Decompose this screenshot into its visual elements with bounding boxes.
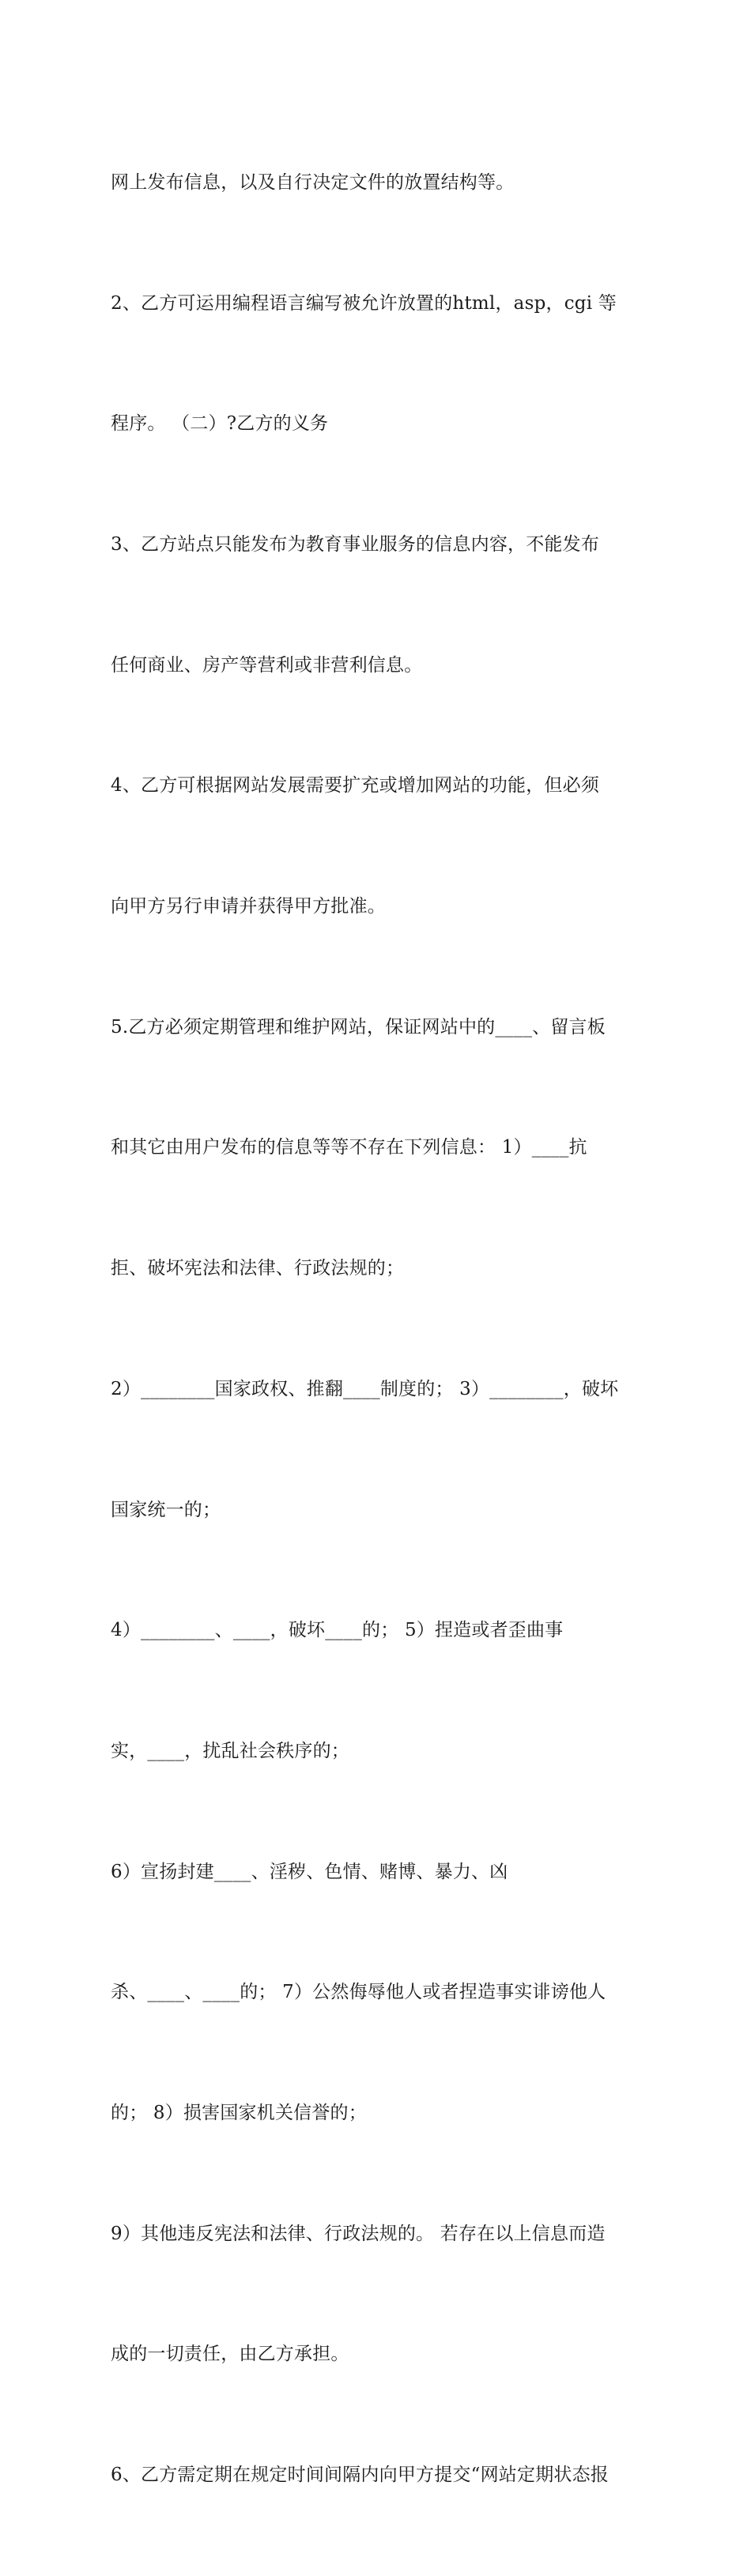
text-line-2: 2、乙方可运用编程语言编写被允许放置的html，asp，cgi 等 [111, 292, 617, 314]
text-line-3: 程序。 （二）?乙方的义务 [111, 413, 329, 435]
text-line-16: 杀、____、____的； 7）公然侮辱他人或者捏造事实诽谤他人 [111, 1982, 606, 2003]
text-line-7: 向甲方另行申请并获得甲方批准。 [111, 896, 386, 917]
text-line-8: 5.乙方必须定期管理和维护网站，保证网站中的____、留言板 [111, 1016, 606, 1038]
text-line-11: 2）________国家政权、推翻____制度的； 3）________，破坏 [111, 1378, 619, 1399]
text-line-15: 6）宣扬封建____、淫秽、色情、赌博、暴力、凶 [111, 1861, 508, 1882]
text-line-18: 9）其他违反宪法和法律、行政法规的。 若存在以上信息而造 [111, 2223, 606, 2244]
text-line-9: 和其它由用户发布的信息等等不存在下列信息： 1）____抗 [111, 1137, 587, 1158]
text-line-12: 国家统一的； [111, 1499, 221, 1520]
text-line-17: 的； 8）损害国家机关信誉的； [111, 2103, 367, 2124]
text-line-20: 6、乙方需定期在规定时间间隔内向甲方提交“网站定期状态报 [111, 2465, 609, 2486]
text-line-13: 4）________、____，破坏____的； 5）捏造或者歪曲事 [111, 1620, 564, 1641]
text-line-14: 实，____，扰乱社会秩序的； [111, 1740, 349, 1761]
text-line-6: 4、乙方可根据网站发展需要扩充或增加网站的功能，但必须 [111, 775, 600, 797]
document-body [111, 82, 648, 2576]
text-line-4: 3、乙方站点只能发布为教育事业服务的信息内容，不能发布 [111, 533, 600, 555]
text-line-5: 任何商业、房产等营利或非营利信息。 [111, 654, 423, 676]
text-line-10: 拒、破坏宪法和法律、行政法规的； [111, 1258, 405, 1279]
text-line-19: 成的一切责任，由乙方承担。 [111, 2344, 349, 2365]
text-line-1: 网上发布信息，以及自行决定文件的放置结构等。 [111, 171, 515, 193]
